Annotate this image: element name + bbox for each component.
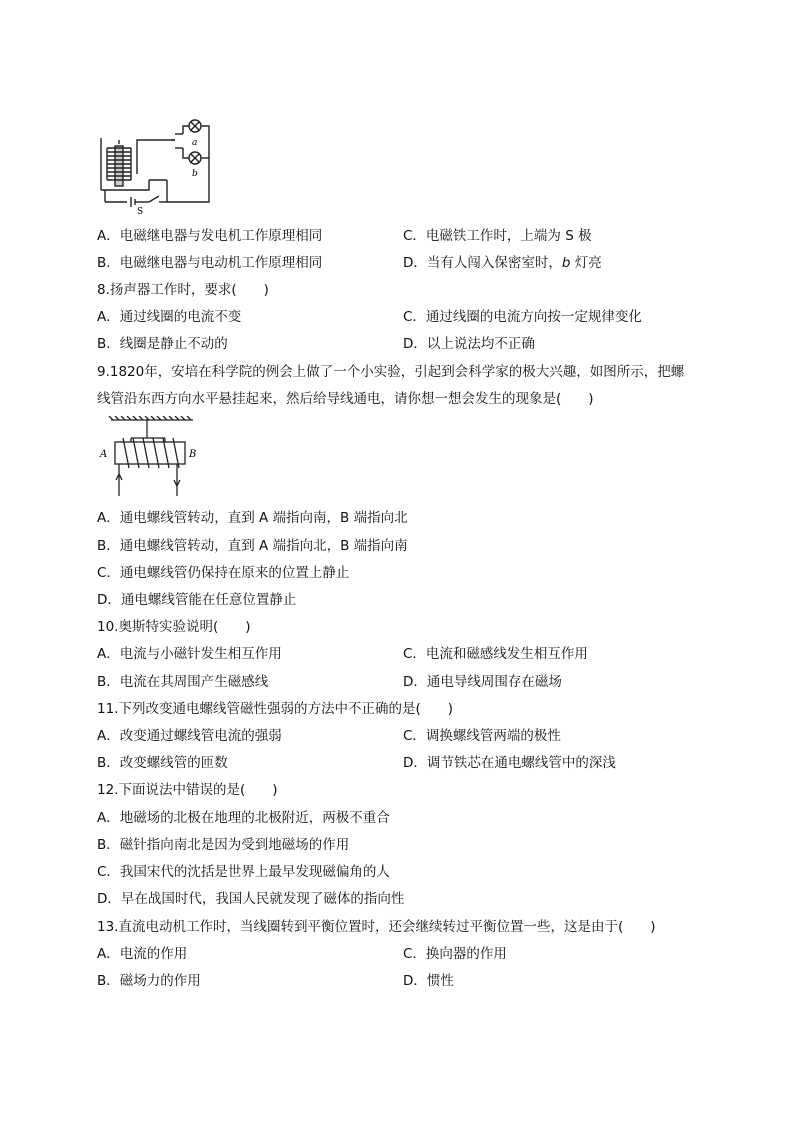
q13-option-d: D．惯性 — [403, 973, 454, 989]
q11-option-d: D．调节铁芯在通电螺线管中的深浅 — [403, 755, 616, 771]
q9-option-b: B．通电螺线管转动，直到 A 端指向北，B 端指向南 — [97, 538, 408, 554]
q11-option-c: C．调换螺线管两端的极性 — [403, 728, 561, 744]
q9-option-a: A．通电螺线管转动，直到 A 端指向南，B 端指向北 — [97, 510, 408, 526]
q13-option-b: B．磁场力的作用 — [97, 973, 201, 989]
q8-stem: 8.扬声器工作时，要求( ) — [97, 282, 269, 298]
q7-option-b: B．电磁继电器与电动机工作原理相同 — [97, 255, 323, 271]
q7-option-d-pre: D．当有人闯入保密室时， — [403, 255, 562, 271]
q13-option-a: A．电流的作用 — [97, 946, 188, 962]
q8-option-d: D．以上说法均不正确 — [403, 336, 535, 352]
lamp-b-label: b — [192, 169, 198, 179]
q8-option-c: C．通过线圈的电流方向按一定规律变化 — [403, 309, 642, 325]
q12-option-a: A．地磁场的北极在地理的北极附近，两极不重合 — [97, 810, 390, 826]
solenoid-end-a-label: A — [100, 449, 108, 460]
q12-option-d: D．早在战国时代，我国人民就发现了磁体的指向性 — [97, 891, 405, 907]
q9-option-d: D．通电螺线管能在任意位置静止 — [97, 592, 297, 608]
q10-option-b: B．电流在其周围产生磁感线 — [97, 674, 269, 690]
q7-option-d — [403, 254, 602, 272]
q7-option-d-post: 灯亮 — [570, 255, 602, 271]
q9-stem-line2: 线管沿东西方向水平悬挂起来，然后给导线通电，请你想一想会发生的现象是( ) — [97, 391, 594, 407]
q8-option-b: B．线圈是静止不动的 — [97, 336, 228, 352]
q11-option-a: A．改变通过螺线管电流的强弱 — [97, 728, 282, 744]
solenoid-figure — [97, 416, 207, 500]
q9-stem-line1: 9.1820年，安培在科学院的例会上做了一个小实验，引起到会科学家的极大兴趣，如图所示，把螺 — [97, 364, 685, 380]
q8-option-a: A．通过线圈的电流不变 — [97, 309, 242, 325]
q13-stem: 13.直流电动机工作时，当线圈转到平衡位置时，还会继续转过平衡位置一些，这是由于( ) — [97, 919, 656, 935]
q11-option-b: B．改变螺线管的匝数 — [97, 755, 228, 771]
q10-option-c: C．电流和磁感线发生相互作用 — [403, 646, 588, 662]
relay-circuit-figure — [97, 118, 213, 216]
switch-label: S — [137, 207, 144, 216]
q10-option-d: D．通电导线周围存在磁场 — [403, 674, 562, 690]
q7-option-d-var: b — [561, 255, 571, 271]
q9-option-c: C．通电螺线管仍保持在原来的位置上静止 — [97, 565, 350, 581]
q10-option-a: A．电流与小磁针发生相互作用 — [97, 646, 282, 662]
q12-option-c: C．我国宋代的沈括是世界上最早发现磁偏角的人 — [97, 864, 390, 880]
lamp-a-label: a — [192, 138, 198, 148]
q7-option-a: A．电磁继电器与发电机工作原理相同 — [97, 228, 323, 244]
q10-stem: 10.奥斯特实验说明( ) — [97, 619, 251, 635]
solenoid-end-b-label: B — [189, 449, 197, 460]
q11-stem: 11.下列改变通电螺线管磁性强弱的方法中不正确的是( ) — [97, 701, 454, 717]
q12-stem: 12.下面说法中错误的是( ) — [97, 782, 278, 798]
q7-option-c: C．电磁铁工作时，上端为 S 极 — [403, 228, 592, 244]
q12-option-b: B．磁针指向南北是因为受到地磁场的作用 — [97, 837, 350, 853]
q13-option-c: C．换向器的作用 — [403, 946, 507, 962]
